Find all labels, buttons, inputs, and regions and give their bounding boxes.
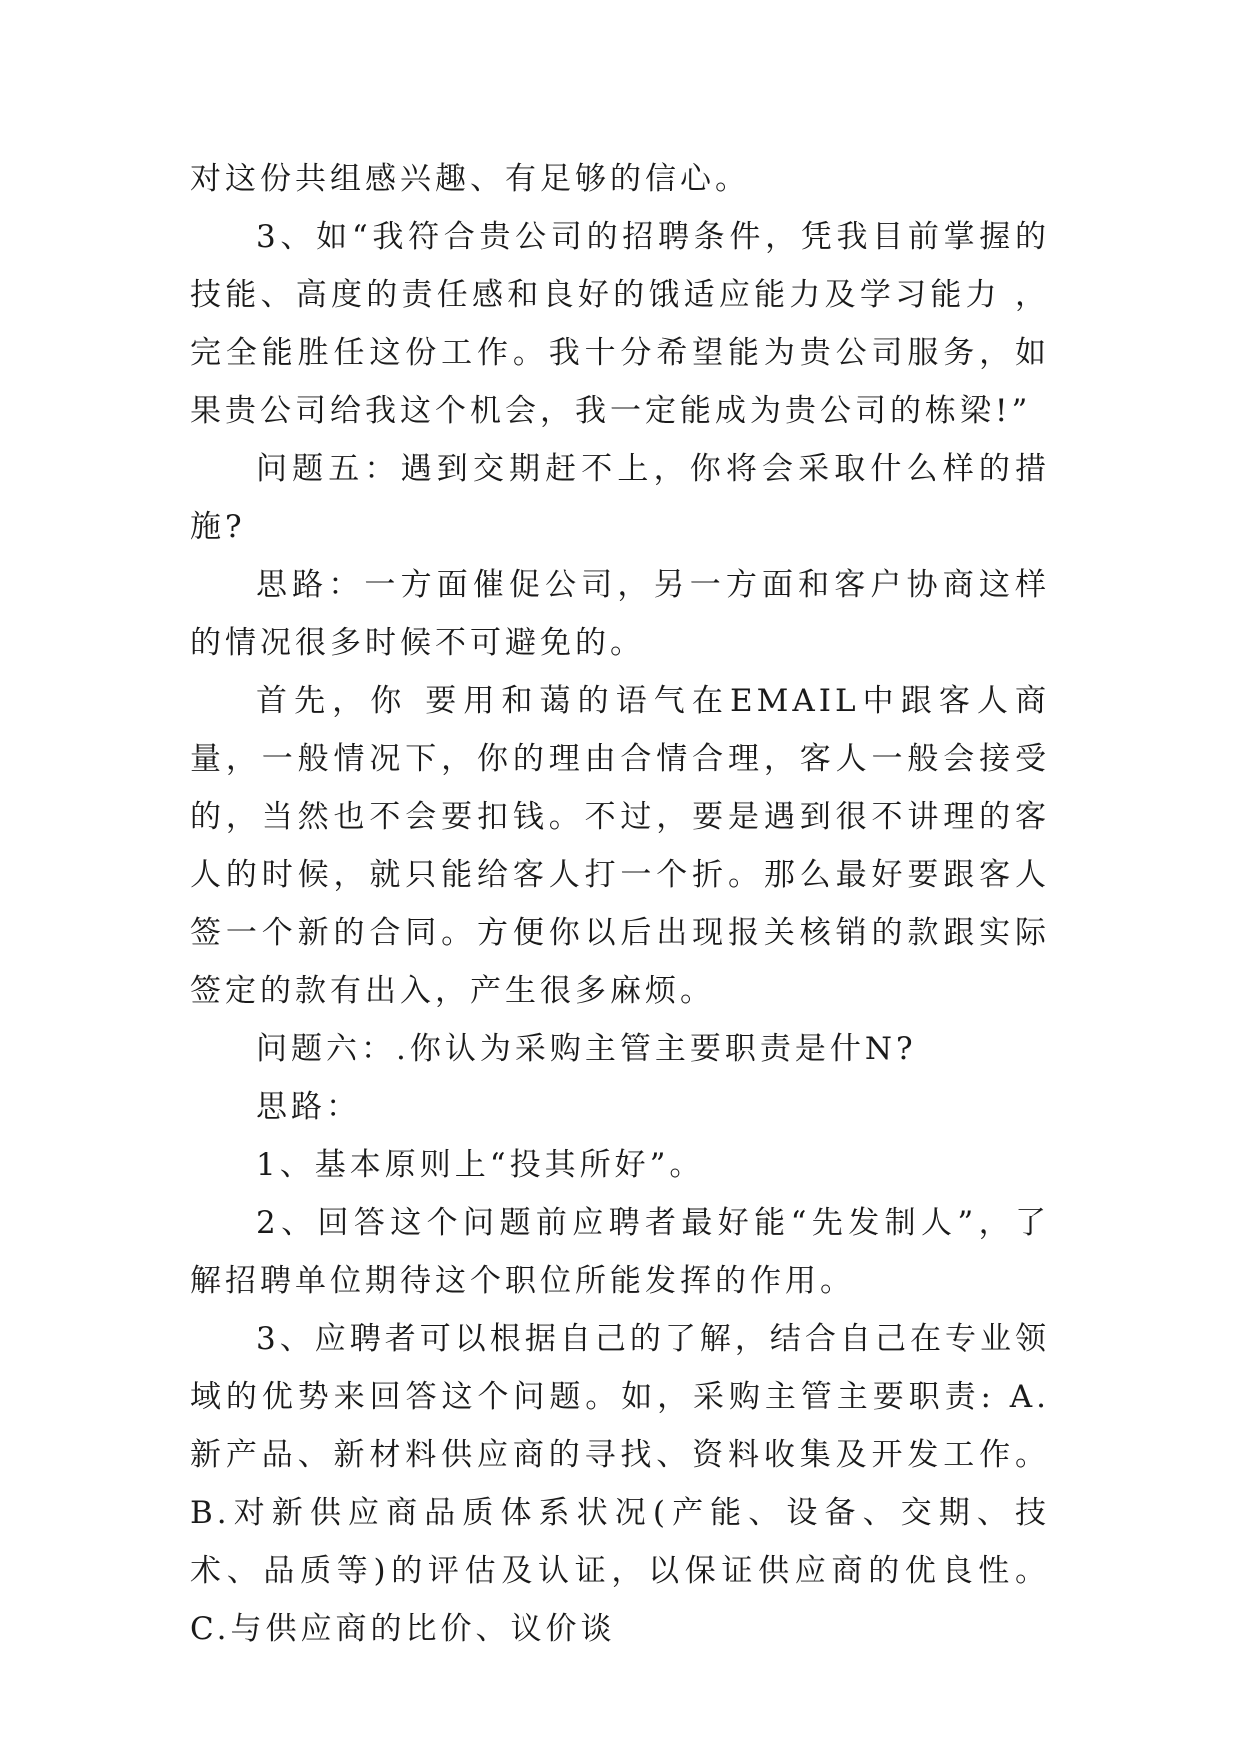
paragraph-4: 思路：一方面催促公司，另一方面和客户协商这样的情况很多时候不可避免的。: [190, 567, 1050, 661]
paragraph-7: 思路：: [256, 1089, 361, 1125]
paragraph-5: 首先，你 要用和蔼的语气在EMAIL中跟客人商量，一般情况下，你的理由合情合理，客人一般会接受的，当然也不会要扣钱。不过，要是遇到很不讲理的客人的时候，就只能给客人打一个折。那么最好要跟客人签一个新的合同。方便你以后出现报关核销的款跟实际签定的款有出入，产生很多麻烦。: [190, 683, 1050, 1009]
document-body: [190, 150, 1050, 1658]
paragraph-3: 问题五：遇到交期赶不上，你将会采取什么样的措施?: [190, 451, 1050, 545]
paragraph-9: 2、回答这个问题前应聘者最好能“先发制人”，了解招聘单位期待这个职位所能发挥的作用。: [190, 1205, 1050, 1299]
paragraph-2: 3、如“我符合贵公司的招聘条件，凭我目前掌握的技能、高度的责任感和良好的饿适应能力及学习能力 ，完全能胜任这份工作。我十分希望能为贵公司服务，如果贵公司给我这个机会，我一定能成为贵公司的栋梁!”: [190, 219, 1050, 429]
paragraph-1: 对这份共组感兴趣、有足够的信心。: [190, 161, 750, 197]
paragraph-10: 3、应聘者可以根据自己的了解，结合自己在专业领域的优势来回答这个问题。如，采购主管主要职责: A.新产品、新材料供应商的寻找、资料收集及开发工作。B.对新供应商品质体系状况(产能、设备、交期、技术、品质等)的评估及认证，以保证供应商的优良性。C.与供应商的比价、议价谈: [190, 1321, 1050, 1647]
paragraph-6: 问题六：.你认为采购主管主要职责是什N?: [256, 1031, 917, 1067]
paragraph-8: 1、基本原则上“投其所好”。: [256, 1147, 705, 1183]
